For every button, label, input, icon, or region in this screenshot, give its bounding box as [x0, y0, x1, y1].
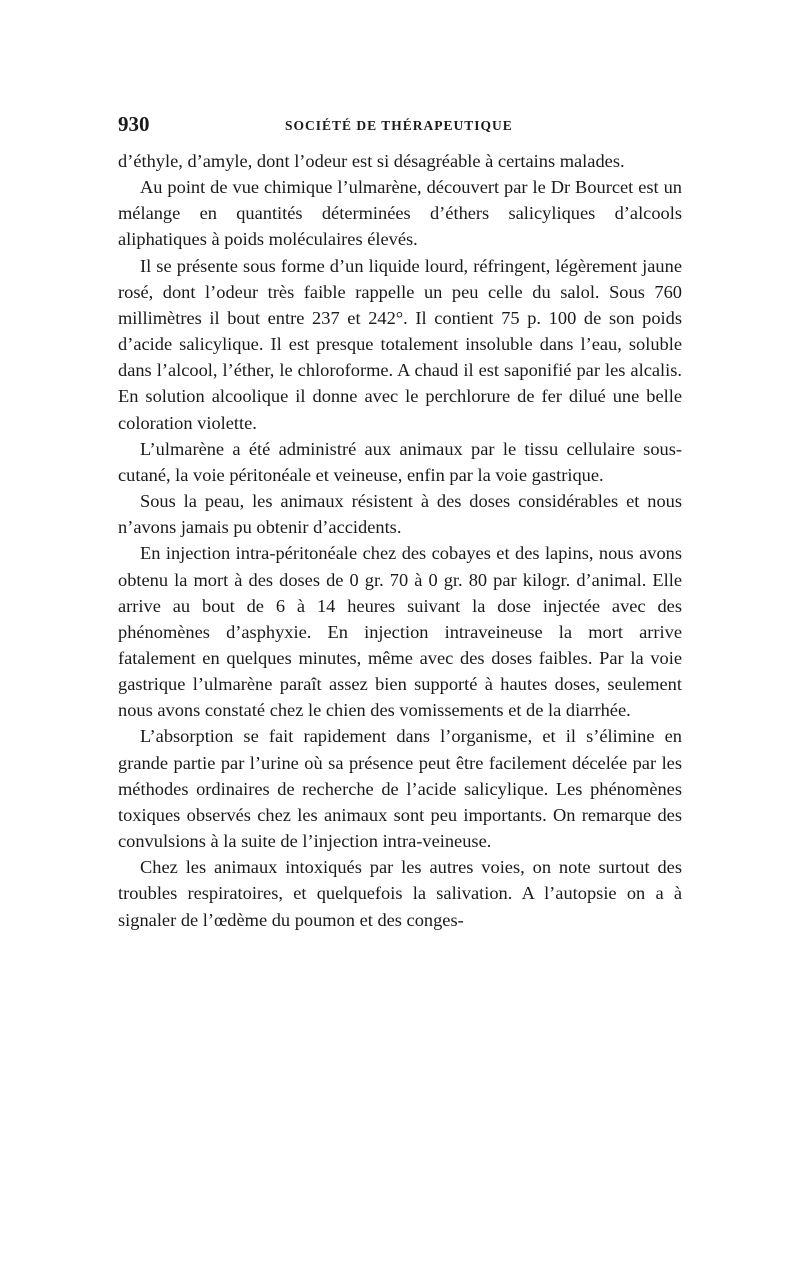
- running-title: SOCIÉTÉ DE THÉRAPEUTIQUE: [285, 118, 513, 133]
- running-head: [118, 112, 682, 142]
- paragraph-continuation: d’éthyle, d’amyle, dont l’odeur est si désagréable à certains malades.: [118, 151, 625, 171]
- paragraph-intraperitoneal: En injection intra-péritonéale chez des cobayes et des lapins, nous avons obtenu la mort à des doses de 0 gr. 70 à 0 gr. 80 par kilogr. d’animal. Elle arrive au bout de 6 à 14 heures suivant la dose injectée avec des phénomènes d’asphyxie. En injection intraveineuse la mort arrive fatalement en quelques minutes, même avec des doses faibles. Par la voie gastrique l’ulmarène paraît assez bien supporté à hautes doses, seulement nous avons constaté chez le chien des vomissements et de la diarrhée.: [118, 543, 682, 721]
- paragraph-subcutaneous: Sous la peau, les animaux résistent à des doses considérables et nous n’avons jamais pu obtenir d’accidents.: [118, 491, 682, 538]
- book-page: [118, 112, 682, 933]
- paragraph-absorption: L’absorption se fait rapidement dans l’organisme, et il s’élimine en grande partie par l’urine où sa présence peut être facilement décelée par les méthodes ordinaires de recherche de l’acide salicylique. Les phénomènes toxiques observés chez les animaux sont peu importants. On remarque des convulsions à la suite de l’injection intra-veineuse.: [118, 726, 682, 852]
- paragraph-ulmarene-chemistry: Au point de vue chimique l’ulmarène, découvert par le Dr Bourcet est un mélange en quantités déterminées d’éthers salicyliques d’alcools aliphatiques à poids moléculaires élevés.: [118, 177, 682, 250]
- page-number: 930: [118, 112, 150, 136]
- paragraph-physical-properties: Il se présente sous forme d’un liquide lourd, réfringent, légèrement jaune rosé, dont l’odeur très faible rappelle un peu celle du salol. Sous 760 millimètres il bout entre 237 et 242°. Il contient 75 p. 100 de son poids d’acide salicylique. Il est presque totalement insoluble dans l’eau, soluble dans l’alcool, l’éther, le chloroforme. A chaud il est saponifié par les alcalis. En solution alcoolique il donne avec le perchlorure de fer dilué une belle coloration violette.: [118, 255, 682, 433]
- paragraph-intoxication: Chez les animaux intoxiqués par les autres voies, on note surtout des troubles respiratoires, et quelquefois la salivation. A l’autopsie on a à signaler de l’œdème du poumon et des conges-: [118, 857, 682, 930]
- paragraph-administration-routes: L’ulmarène a été administré aux animaux par le tissu cellulaire sous-cutané, la voie péritonéale et veineuse, enfin par la voie gastrique.: [118, 438, 682, 485]
- body-text: [118, 148, 682, 933]
